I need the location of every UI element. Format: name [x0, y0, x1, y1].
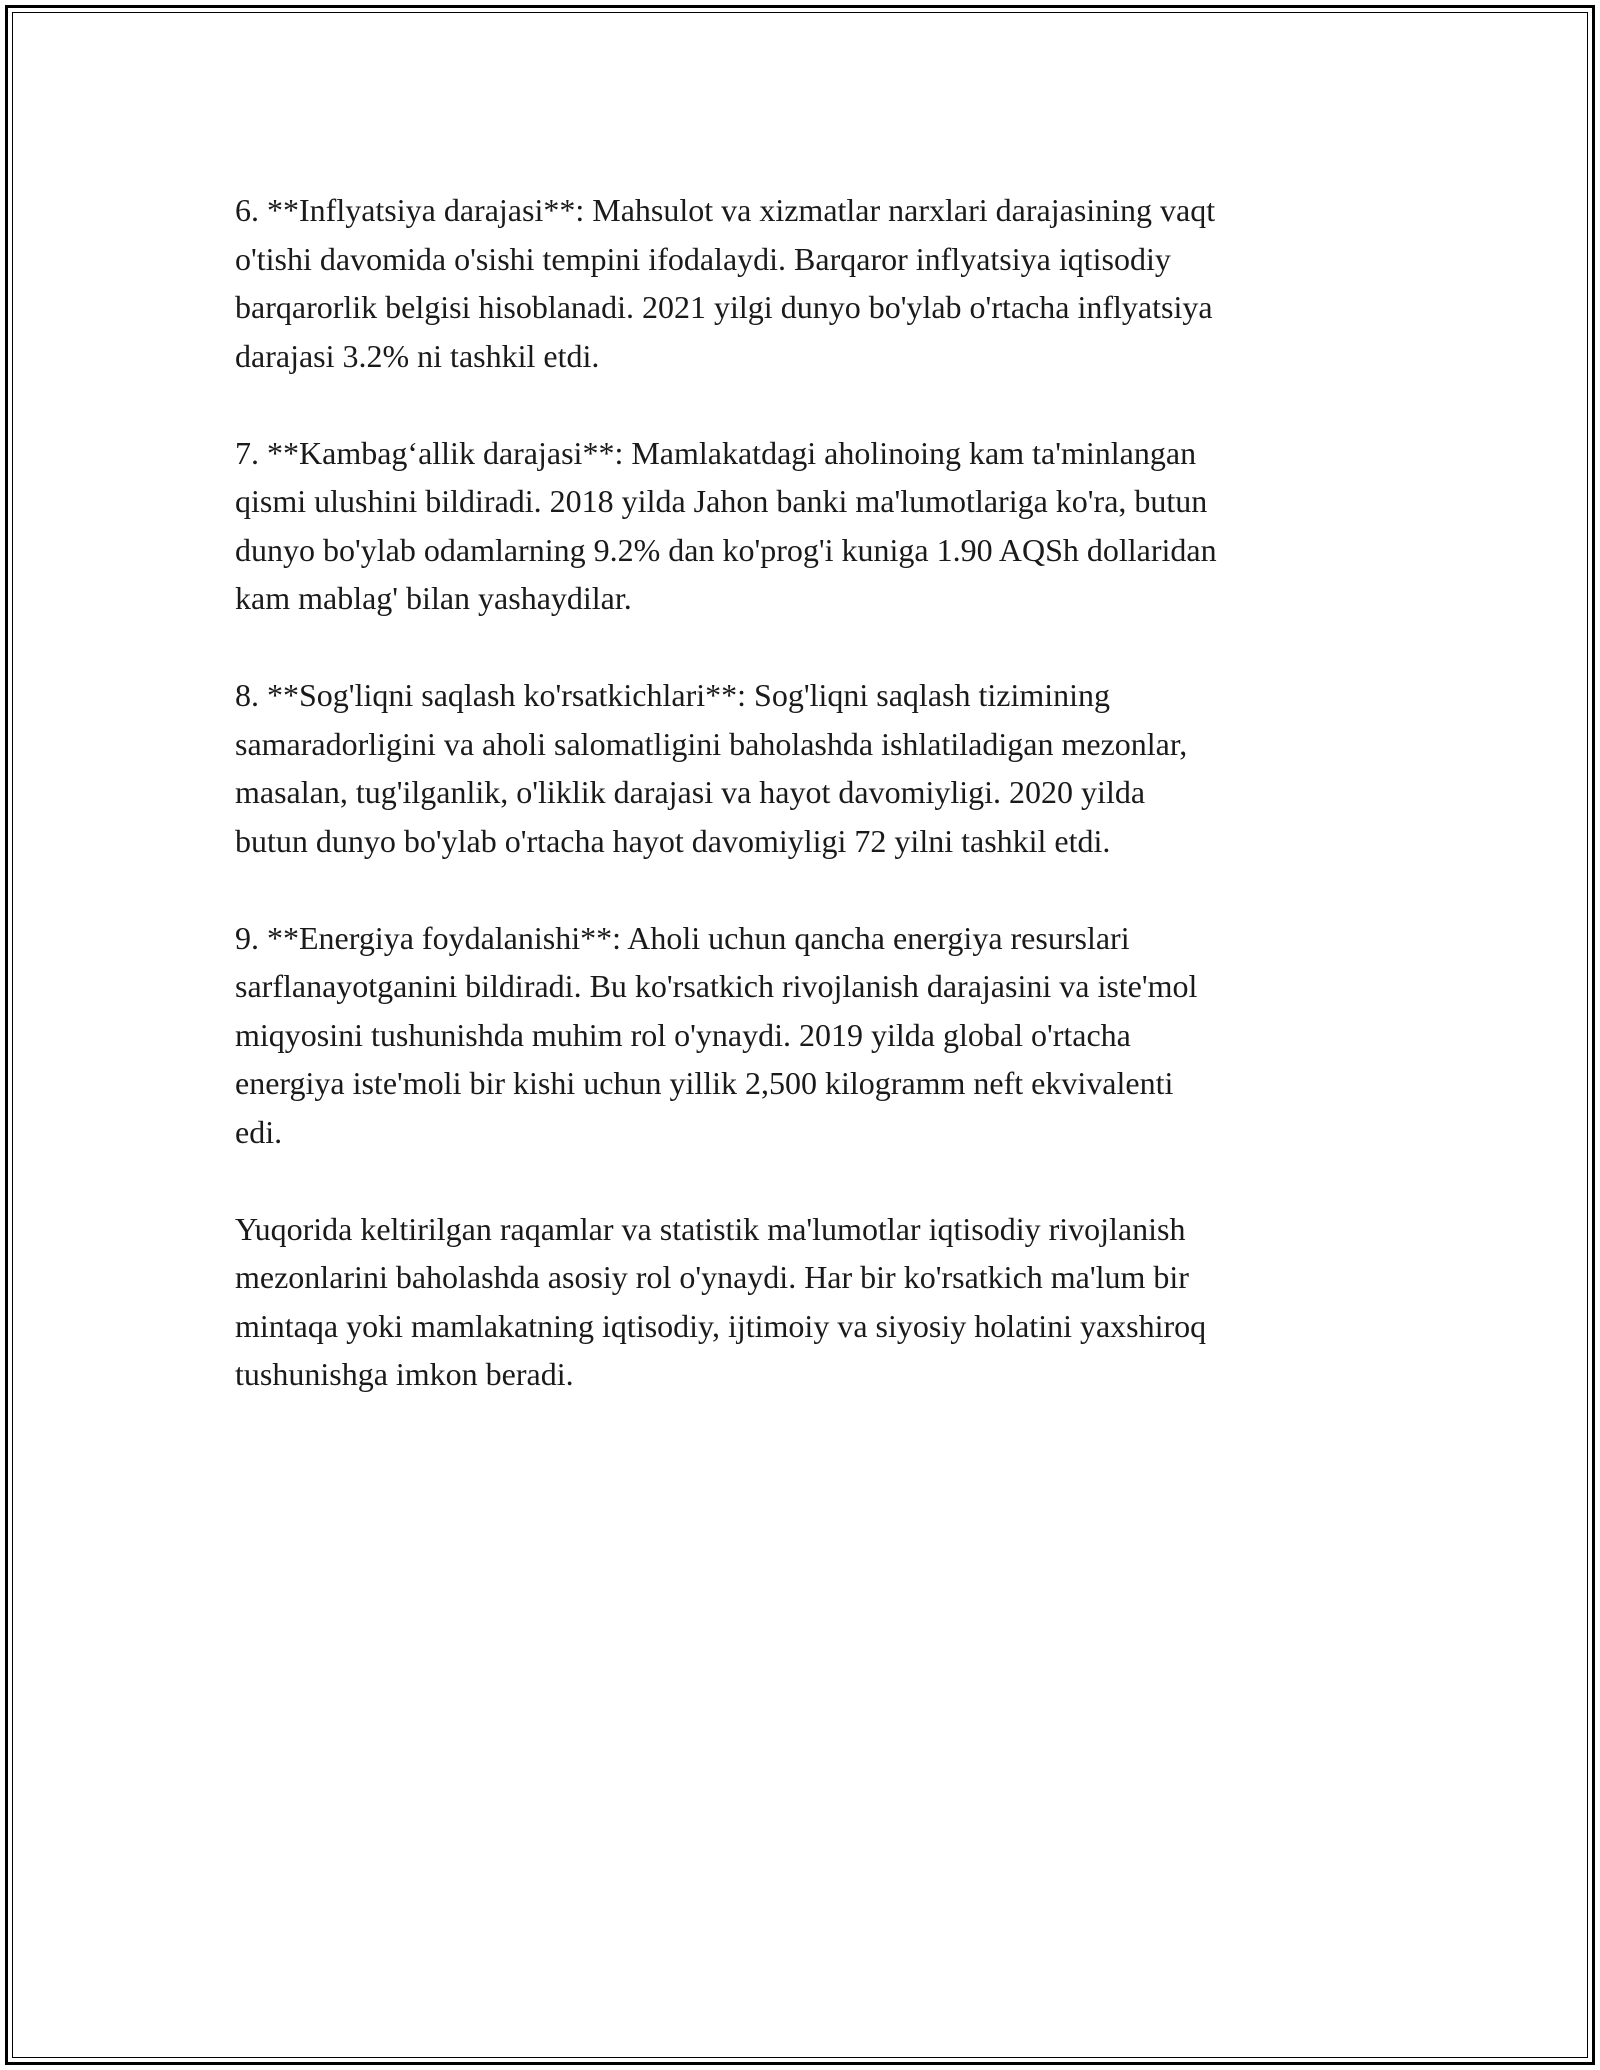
paragraph-conclusion: Yuqorida keltirilgan raqamlar va statistik ma'lumotlar iqtisodiy rivojlanish mezonlarini baholashda asosiy rol o'ynaydi. Har bir ko'rsatkich ma'lum bir mintaqa yoki mamlakatning iqtisodiy, ijtimoiy va siyosiy holatini yaxshiroq tushunishga imkon beradi. — [235, 1210, 1207, 1392]
paragraph-poverty-rate: 7. **Kambagʻallik darajasi**: Mamlakatdagi aholinoing kam ta'minlangan qismi ulushini bildiradi. 2018 yilda Jahon banki ma'lumotlariga ko'ra, butun dunyo bo'ylab odamlarning 9.2% dan ko'prog'i kuniga 1.90 AQSh dollaridan kam mablag' bilan yashaydilar. — [235, 434, 1217, 616]
paragraph-energy-use: 9. **Energiya foydalanishi**: Aholi uchun qancha energiya resurslari sarflanayotganini bildiradi. Bu ko'rsatkich rivojlanish darajasini va iste'mol miqyosini tushunishda muhim rol o'ynaydi. 2019 yilda global o'rtacha energiya iste'moli bir kishi uchun yillik 2,500 kilogramm neft ekvivalenti edi. — [235, 919, 1198, 1150]
document-body — [235, 186, 1370, 1399]
paragraph-health-indicators: 8. **Sog'liqni saqlash ko'rsatkichlari**: Sog'liqni saqlash tizimining samaradorligini va aholi salomatligini baholashda ishlatiladigan mezonlar, masalan, tug'ilganlik, o'liklik darajasi va hayot davomiyligi. 2020 yilda butun dunyo bo'ylab o'rtacha hayot davomiyligi 72 yilni tashkil etdi. — [235, 677, 1188, 859]
paragraph-inflation-rate: 6. **Inflyatsiya darajasi**: Mahsulot va xizmatlar narxlari darajasining vaqt o'tishi davomida o'sishi tempini ifodalaydi. Barqaror inflyatsiya iqtisodiy barqarorlik belgisi hisoblanadi. 2021 yilgi dunyo bo'ylab o'rtacha inflyatsiya darajasi 3.2% ni tashkil etdi. — [235, 192, 1216, 374]
